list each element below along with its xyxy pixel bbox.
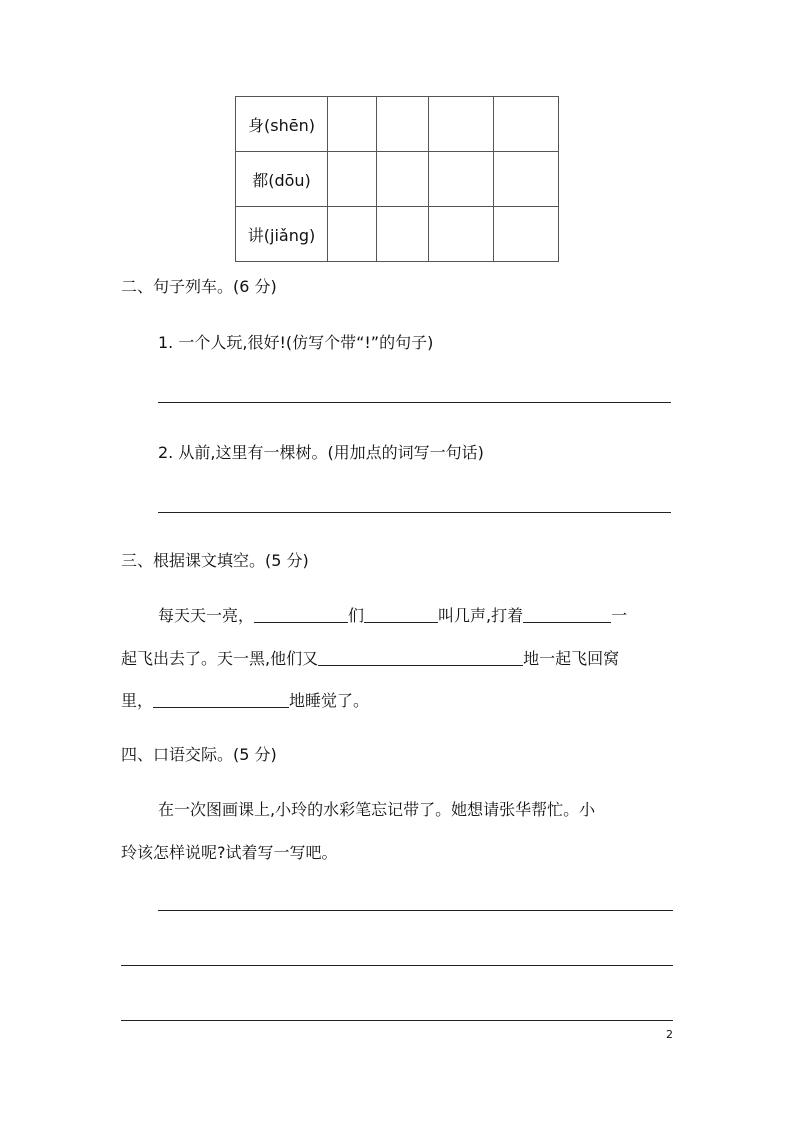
writing-cell[interactable] — [328, 152, 377, 207]
writing-cell[interactable] — [429, 152, 494, 207]
fill-blank[interactable] — [153, 691, 289, 708]
answer-line-oral-2[interactable] — [121, 965, 673, 966]
section2-title: 二、句子列车。(6 分) — [121, 277, 277, 296]
character-writing-table — [235, 96, 559, 262]
section4-title: 四、口语交际。(5 分) — [121, 745, 277, 764]
table-row — [236, 152, 559, 207]
fill-text: 地一起飞回窝 — [523, 649, 620, 668]
char-label-shen: 身(shēn) — [236, 97, 328, 152]
fill-line-2 — [121, 646, 619, 669]
writing-cell[interactable] — [328, 207, 377, 262]
fill-blank[interactable] — [364, 606, 438, 623]
fill-text: 地睡觉了。 — [289, 691, 370, 710]
writing-cell[interactable] — [377, 97, 429, 152]
writing-cell[interactable] — [494, 97, 559, 152]
section4-prompt-line-2: 玲该怎样说呢?试着写一写吧。 — [121, 843, 338, 862]
answer-line-oral-1[interactable] — [158, 910, 673, 911]
fill-blank[interactable] — [523, 606, 611, 623]
writing-cell[interactable] — [429, 97, 494, 152]
section2-question-2: 2. 从前,这里有一棵树。(用加点的词写一句话) — [158, 443, 484, 462]
writing-cell[interactable] — [494, 152, 559, 207]
page-number: 2 — [666, 1028, 673, 1041]
fill-text: 一 — [611, 606, 628, 625]
section2-question-1: 1. 一个人玩,很好!(仿写个带“!”的句子) — [158, 333, 434, 352]
writing-cell[interactable] — [429, 207, 494, 262]
writing-cell[interactable] — [377, 152, 429, 207]
answer-line-q1[interactable] — [158, 402, 671, 403]
writing-cell[interactable] — [377, 207, 429, 262]
table-row — [236, 207, 559, 262]
table-row — [236, 97, 559, 152]
writing-cell[interactable] — [328, 97, 377, 152]
section4-prompt-line-1: 在一次图画课上,小玲的水彩笔忘记带了。她想请张华帮忙。小 — [158, 800, 596, 819]
writing-cell[interactable] — [494, 207, 559, 262]
fill-blank[interactable] — [254, 606, 348, 623]
fill-text: 每天天一亮， — [158, 606, 255, 625]
fill-line-1 — [158, 603, 627, 626]
fill-text: 们 — [348, 606, 365, 625]
fill-text: 里， — [121, 691, 154, 710]
fill-text: 叫几声,打着 — [438, 606, 524, 625]
answer-line-oral-3[interactable] — [121, 1020, 673, 1021]
fill-text: 起飞出去了。天一黑,他们又 — [121, 649, 319, 668]
char-label-jiang: 讲(jiǎng) — [236, 207, 328, 262]
char-label-dou: 都(dōu) — [236, 152, 328, 207]
section3-title: 三、根据课文填空。(5 分) — [121, 551, 309, 570]
fill-blank[interactable] — [318, 649, 523, 666]
answer-line-q2[interactable] — [158, 512, 671, 513]
fill-line-3 — [121, 688, 369, 711]
